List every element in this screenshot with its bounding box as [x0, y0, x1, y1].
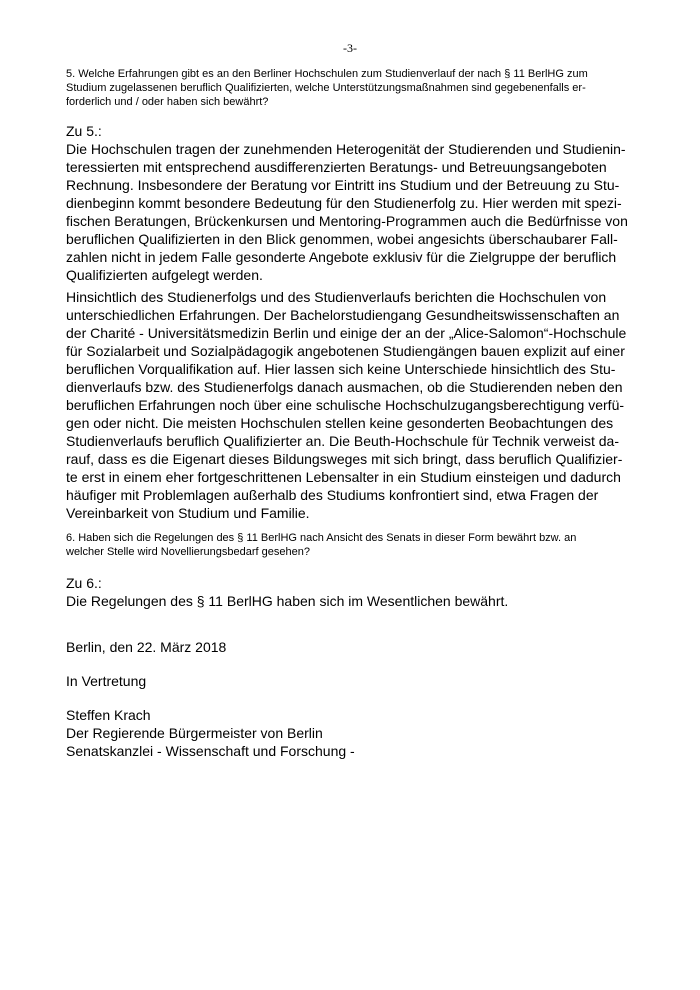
- paragraph-line: Hinsichtlich des Studienerfolgs und des Studienverlaufs berichten die Hochschulen von: [66, 289, 607, 305]
- paragraph-line: gen oder nicht. Die meisten Hochschulen stellen keine gesonderten Beobachtungen des: [66, 415, 614, 431]
- paragraph-line: Rechnung. Insbesondere der Beratung vor Eintritt ins Studium und der Betreuung zu Stu-: [66, 177, 620, 193]
- signatory-title: Der Regierende Bürgermeister von Berlin: [66, 725, 323, 741]
- paragraph-line: Vereinbarkeit von Studium und Familie.: [66, 505, 310, 521]
- paragraph-line: Die Hochschulen tragen der zunehmenden Heterogenität der Studierenden und Studienin-: [66, 141, 626, 157]
- paragraph-line: für Sozialarbeit und Sozialpädagogik angebotenen Studiengängen bauen explizit auf einer: [66, 343, 625, 359]
- paragraph-line: fischen Beratungen, Brückenkursen und Mentoring-Programmen auch die Bedürfnisse von: [66, 213, 628, 229]
- representation-note: In Vertretung: [66, 673, 147, 689]
- paragraph-line: rauf, dass es die Eigenart dieses Bildungsweges mit sich bringt, dass beruflich Qualifizier-: [66, 451, 623, 467]
- question-6-line: 6. Haben sich die Regelungen des § 11 BerlHG nach Ansicht des Senats in dieser Form bewährt bzw. an: [66, 532, 577, 544]
- paragraph-line: beruflichen Qualifizierten in den Blick genommen, wobei angesichts überschaubarer Fall-: [66, 231, 618, 247]
- paragraph-line: unterschiedlichen Erfahrungen. Der Bachelorstudiengang Gesundheitswissenschaften an: [66, 307, 620, 323]
- paragraph-line: häufiger mit Problemlagen außerhalb des Studiums konfrontiert sind, etwa Fragen der: [66, 487, 599, 503]
- paragraph-line: dienbeginn kommt besondere Bedeutung für den Studienerfolg zu. Hier werden mit spezi-: [66, 195, 622, 211]
- page-number: -3-: [343, 41, 357, 55]
- question-5-line: forderlich und / oder haben sich bewährt?: [66, 96, 269, 108]
- question-5-line: 5. Welche Erfahrungen gibt es an den Berliner Hochschulen zum Studienverlauf der nach § 11 BerlHG zum: [66, 68, 588, 80]
- question-6-line: welcher Stelle wird Novellierungsbedarf gesehen?: [66, 546, 310, 558]
- paragraph-line: Qualifizierten aufgelegt werden.: [66, 267, 263, 283]
- signatory-department: Senatskanzlei - Wissenschaft und Forschung -: [66, 743, 355, 759]
- question-5-line: Studium zugelassenen beruflich Qualifizierten, welche Unterstützungsmaßnahmen sind gegebenenfalls er-: [66, 82, 586, 94]
- paragraph-line: beruflichen Erfahrungen noch über eine schulische Hochschulzugangsberechtigung verfü-: [66, 397, 625, 413]
- answer-6-text: Die Regelungen des § 11 BerlHG haben sich im Wesentlichen bewährt.: [66, 593, 509, 609]
- place-date: Berlin, den 22. März 2018: [66, 639, 227, 655]
- paragraph-line: der Charité - Universitätsmedizin Berlin und einige der an der „Alice-Salomon“-Hochschule: [66, 325, 627, 341]
- paragraph-line: te erst in einem eher fortgeschrittenen Lebensalter in ein Studium einsteigen und dadurch: [66, 469, 621, 485]
- paragraph-line: Studienverlaufs beruflich Qualifizierter an. Die Beuth-Hochschule für Technik verweist da-: [66, 433, 620, 449]
- signatory-name: Steffen Krach: [66, 707, 151, 723]
- answer-5-heading: Zu 5.:: [66, 123, 102, 139]
- paragraph-line: dienverlaufs bzw. des Studienerfolgs danach ausmachen, ob die Studierenden neben den: [66, 379, 623, 395]
- paragraph-line: zahlen nicht in jedem Falle gesonderte Angebote exklusiv für die Zielgruppe der beruflich: [66, 249, 617, 265]
- paragraph-line: teressierten mit entsprechend ausdifferenzierten Beratungs- und Betreuungsangeboten: [66, 159, 607, 175]
- answer-6-heading: Zu 6.:: [66, 575, 102, 591]
- paragraph-line: beruflichen Vorqualifikation auf. Hier lassen sich keine Unterschiede hinsichtlich des Stu-: [66, 361, 616, 377]
